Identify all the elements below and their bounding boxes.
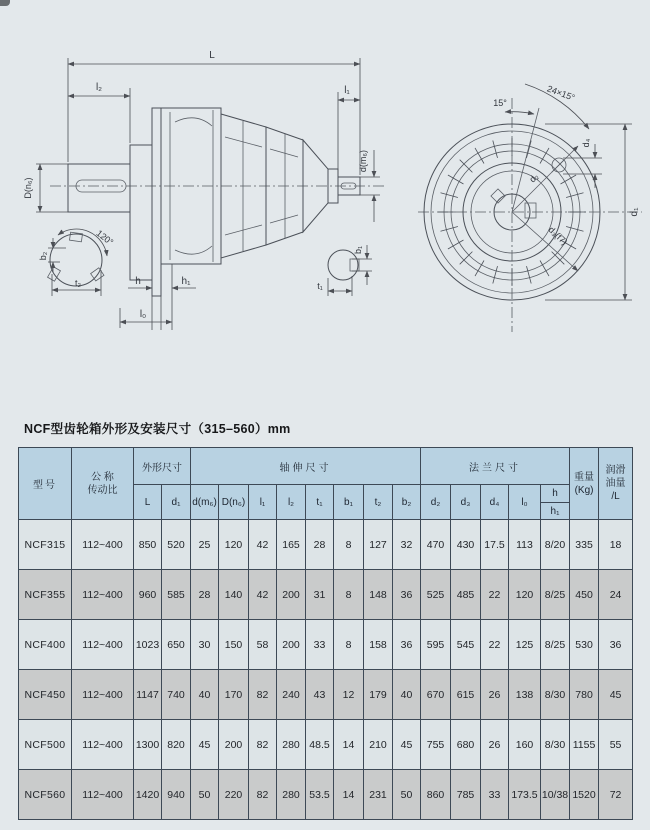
value-cell: 160 (509, 720, 541, 770)
dim-label-l0: l₀ (139, 309, 147, 320)
dim-label-24x15: 24×15° (545, 83, 577, 103)
value-cell: 24 (599, 570, 633, 620)
dim-label-120deg: 120° (94, 227, 116, 248)
mounting-flange (152, 108, 161, 296)
ratio-cell: 112~400 (72, 670, 134, 720)
table-row (19, 720, 633, 770)
header-sub-t1: t₁ (306, 485, 334, 520)
value-cell: 120 (219, 520, 249, 570)
value-cell: 1023 (134, 620, 162, 670)
page-title: NCF型齿轮箱外形及安装尺寸（315–560）mm (24, 422, 291, 436)
spec-table (18, 447, 633, 820)
value-cell: 520 (162, 520, 191, 570)
header-model: 型号 (19, 448, 72, 520)
value-cell: 200 (219, 720, 249, 770)
value-cell: 1155 (570, 720, 599, 770)
table-row (19, 570, 633, 620)
gearbox-drawing-svg (0, 0, 650, 412)
value-cell: 18 (599, 520, 633, 570)
value-cell: 740 (162, 670, 191, 720)
value-cell: 173.5 (509, 770, 541, 820)
value-cell: 36 (393, 620, 421, 670)
value-cell: 210 (364, 720, 393, 770)
value-cell: 113 (509, 520, 541, 570)
bearing-ring (130, 145, 152, 280)
value-cell: 45 (191, 720, 219, 770)
value-cell: 8/25 (541, 570, 570, 620)
value-cell: 33 (306, 620, 334, 670)
output-shaft-section-detail (38, 228, 116, 296)
value-cell: 28 (191, 570, 219, 620)
value-cell: 1147 (134, 670, 162, 720)
ratio-cell: 112~400 (72, 720, 134, 770)
ratio-cell: 112~400 (72, 520, 134, 570)
value-cell: 31 (306, 570, 334, 620)
table-row (19, 620, 633, 670)
value-cell: 530 (570, 620, 599, 670)
header-ratio-line1: 公 称 (91, 471, 114, 483)
dim-label-L: L (209, 50, 215, 61)
value-cell: 42 (249, 570, 277, 620)
value-cell: 1520 (570, 770, 599, 820)
header-weight-line2: (Kg) (574, 484, 594, 496)
ratio-cell: 112~400 (72, 570, 134, 620)
value-cell: 55 (599, 720, 633, 770)
value-cell: 120 (509, 570, 541, 620)
value-cell: 615 (451, 670, 481, 720)
side-view (23, 50, 384, 330)
model-cell: NCF355 (19, 570, 72, 620)
dim-label-15deg: 15° (493, 98, 507, 108)
value-cell: 179 (364, 670, 393, 720)
value-cell: 820 (162, 720, 191, 770)
dim-label-h1: h₁ (181, 276, 191, 287)
value-cell: 525 (421, 570, 451, 620)
table-row (19, 670, 633, 720)
table-row (19, 520, 633, 570)
model-cell: NCF500 (19, 720, 72, 770)
value-cell: 45 (599, 670, 633, 720)
header-sub-b1: b₁ (334, 485, 364, 520)
technical-drawing (0, 0, 650, 412)
dim-label-d1: d₁ (629, 207, 640, 217)
dim-label-b1: b₁ (353, 245, 363, 255)
value-cell: 58 (249, 620, 277, 670)
ratio-cell: 112~400 (72, 620, 134, 670)
value-cell: 8/25 (541, 620, 570, 670)
dim-label-d3: d₃(f7) (546, 224, 570, 248)
value-cell: 36 (393, 570, 421, 620)
value-cell: 450 (570, 570, 599, 620)
value-cell: 48.5 (306, 720, 334, 770)
value-cell: 22 (481, 620, 509, 670)
dim-label-d2: d₂ (527, 171, 541, 185)
header-oil-line2: 油量 (605, 478, 626, 489)
header-sub-l0: l₀ (509, 485, 541, 520)
header-outline-group: 外形尺寸 (134, 448, 191, 485)
value-cell: 1420 (134, 770, 162, 820)
value-cell: 960 (134, 570, 162, 620)
value-cell: 12 (334, 670, 364, 720)
dim-label-d: d(m₆) (358, 149, 368, 173)
value-cell: 36 (599, 620, 633, 670)
header-sub-d3: d₃ (451, 485, 481, 520)
value-cell: 42 (249, 520, 277, 570)
model-cell: NCF450 (19, 670, 72, 720)
value-cell: 8 (334, 620, 364, 670)
header-flange-group: 法兰尺寸 (421, 448, 570, 485)
value-cell: 50 (191, 770, 219, 820)
value-cell: 53.5 (306, 770, 334, 820)
value-cell: 850 (134, 520, 162, 570)
header-weight-line1: 重量 (574, 471, 595, 483)
value-cell: 17.5 (481, 520, 509, 570)
value-cell: 14 (334, 720, 364, 770)
header-sub-l2: l₂ (277, 485, 306, 520)
header-sub-Dn6: D(n₆) (219, 485, 249, 520)
dim-label-D: D(n₆) (23, 177, 33, 199)
value-cell: 680 (451, 720, 481, 770)
header-ratio (72, 448, 134, 520)
header-sub-b2: b₂ (393, 485, 421, 520)
header-oil-line3: /L (611, 491, 620, 502)
value-cell: 14 (334, 770, 364, 820)
value-cell: 785 (451, 770, 481, 820)
value-cell: 940 (162, 770, 191, 820)
header-sub-d1: d₁ (162, 485, 191, 520)
dim-label-h: h (135, 276, 141, 287)
value-cell: 8/30 (541, 670, 570, 720)
value-cell: 82 (249, 670, 277, 720)
model-cell: NCF400 (19, 620, 72, 670)
value-cell: 220 (219, 770, 249, 820)
value-cell: 40 (191, 670, 219, 720)
dim-label-l1: l₁ (344, 85, 350, 96)
value-cell: 430 (451, 520, 481, 570)
value-cell: 26 (481, 670, 509, 720)
header-sub-dm6: d(m₆) (191, 485, 219, 520)
value-cell: 670 (421, 670, 451, 720)
value-cell: 231 (364, 770, 393, 820)
value-cell: 127 (364, 520, 393, 570)
value-cell: 30 (191, 620, 219, 670)
value-cell: 32 (393, 520, 421, 570)
value-cell: 10/38 (541, 770, 570, 820)
ratio-cell: 112~400 (72, 770, 134, 820)
value-cell: 755 (421, 720, 451, 770)
value-cell: 28 (306, 520, 334, 570)
value-cell: 8/30 (541, 720, 570, 770)
value-cell: 335 (570, 520, 599, 570)
value-cell: 545 (451, 620, 481, 670)
bore-keyway-b (525, 203, 536, 218)
value-cell: 1300 (134, 720, 162, 770)
dim-label-d4: d₄ (581, 138, 591, 148)
value-cell: 158 (364, 620, 393, 670)
value-cell: 50 (393, 770, 421, 820)
value-cell: 138 (509, 670, 541, 720)
header-shaft-group: 轴伸尺寸 (191, 448, 421, 485)
value-cell: 8 (334, 570, 364, 620)
value-cell: 200 (277, 570, 306, 620)
end-view (418, 84, 642, 332)
value-cell: 595 (421, 620, 451, 670)
header-sub-h1: h₁ (541, 503, 570, 520)
value-cell: 860 (421, 770, 451, 820)
output-shaft (68, 164, 130, 212)
dim-label-t2: t₂ (75, 278, 81, 288)
header-sub-t2: t₂ (364, 485, 393, 520)
header-sub-d2: d₂ (421, 485, 451, 520)
header-sub-l1: l₁ (249, 485, 277, 520)
value-cell: 165 (277, 520, 306, 570)
value-cell: 8 (334, 520, 364, 570)
value-cell: 82 (249, 720, 277, 770)
value-cell: 40 (393, 670, 421, 720)
value-cell: 150 (219, 620, 249, 670)
table-row (19, 770, 633, 820)
value-cell: 22 (481, 570, 509, 620)
value-cell: 780 (570, 670, 599, 720)
value-cell: 26 (481, 720, 509, 770)
header-oil-line1: 润滑 (605, 465, 626, 476)
value-cell: 33 (481, 770, 509, 820)
model-cell: NCF315 (19, 520, 72, 570)
value-cell: 25 (191, 520, 219, 570)
header-sub-d4: d₄ (481, 485, 509, 520)
value-cell: 240 (277, 670, 306, 720)
table-header (19, 448, 633, 520)
value-cell: 280 (277, 720, 306, 770)
dim-label-b2: b₂ (38, 251, 48, 261)
input-shaft-section-detail (317, 245, 372, 296)
model-cell: NCF560 (19, 770, 72, 820)
value-cell: 485 (451, 570, 481, 620)
value-cell: 125 (509, 620, 541, 670)
keyway-slots (48, 232, 104, 281)
value-cell: 72 (599, 770, 633, 820)
value-cell: 170 (219, 670, 249, 720)
dim-label-l2: l₂ (95, 82, 103, 93)
value-cell: 200 (277, 620, 306, 670)
value-cell: 148 (364, 570, 393, 620)
value-cell: 82 (249, 770, 277, 820)
table-body (19, 520, 633, 820)
header-sub-L: L (134, 485, 162, 520)
value-cell: 650 (162, 620, 191, 670)
value-cell: 43 (306, 670, 334, 720)
header-sub-h: h (541, 485, 570, 503)
header-ratio-line2: 传动比 (87, 484, 118, 496)
value-cell: 585 (162, 570, 191, 620)
value-cell: 470 (421, 520, 451, 570)
value-cell: 280 (277, 770, 306, 820)
value-cell: 8/20 (541, 520, 570, 570)
value-cell: 45 (393, 720, 421, 770)
value-cell: 140 (219, 570, 249, 620)
header-weight (570, 448, 599, 520)
header-oil (599, 448, 633, 520)
dim-label-t1: t₁ (317, 281, 323, 291)
